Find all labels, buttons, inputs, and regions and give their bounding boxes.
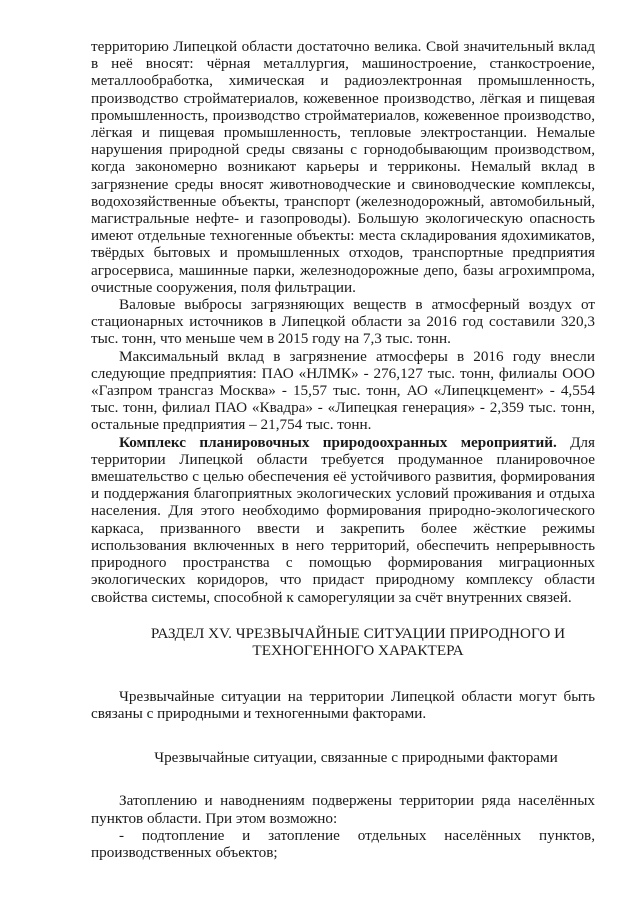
section-heading <box>91 625 595 660</box>
paragraph-flooding: Затоплению и наводнениям подвержены территории ряда населённых пунктов области. При этом возможно: <box>91 792 595 827</box>
list-item: - подтопление и затопление отдельных населённых пунктов, производственных объектов; <box>91 826 595 861</box>
document-page <box>91 38 595 861</box>
paragraph-enterprises: Максимальный вклад в загрязнение атмосферы в 2016 году внесли следующие предприятия: ПАО «НЛМК» - 276,127 тыс. тонн, филиалы ООО «Газпром трансгаз Москва» - 15,57 тыс. тонн, АО «Липецкцемент» - 4,554 тыс. тонн, филиал ПАО «Квадра» - «Липецкая генерация» - 2,359 тыс. тонн, остальные предприятия – 21,754 тыс. тонн. <box>91 347 595 434</box>
paragraph-intro: Чрезвычайные ситуации на территории Липецкой области могут быть связаны с природными и техногенными факторами. <box>91 687 595 722</box>
paragraph-industry: территорию Липецкой области достаточно велика. Свой значительный вклад в неё вносят: чёрная металлургия, машиностроение, станкостроение, металлообработка, химическая и радиоэлектронная промышленность, производство стройматериалов, кожевенное производство, лёгкая и пищевая промышленность, производство стройматериалов, кожевенное производство, лёгкая и пищевая промышленность, тепловые электростанции. Немалые нарушения природной среды связаны с горнодобывающим производством, когда закономерно возникают карьеры и терриконы. Немалый вклад в загрязнение среды вносят животноводческие и свиноводческие комплексы, водохозяйственные объекты, транспорт (железнодорожный, автомобильный, магистральные нефте- и газопроводы). Большую экологическую опасность имеют отдельные техногенные объекты: места складирования ядохимикатов, твёрдых бытовых и промышленных отходов, транспортные предприятия агросервиса, машинные парки, железнодорожные депо, базы агрохимпрома, очистные сооружения, поля фильтрации. <box>91 38 595 296</box>
paragraph-planning <box>91 434 595 606</box>
section-heading-line-2: ТЕХНОГЕННОГО ХАРАКТЕРА <box>252 642 464 660</box>
section-heading-line-1: РАЗДЕЛ XV. ЧРЕЗВЫЧАЙНЫЕ СИТУАЦИИ ПРИРОДНОГО И <box>150 624 566 642</box>
subsection-heading: Чрезвычайные ситуации, связанные с природными факторами <box>154 749 558 767</box>
paragraph-emissions: Валовые выбросы загрязняющих веществ в атмосферный воздух от стационарных источников в Липецкой области за 2016 год составили 320,3 тыс. тонн, что меньше чем в 2015 году на 7,3 тыс. тонн. <box>91 296 595 348</box>
paragraph-planning-body: Для территории Липецкой области требуется продуманное планировочное вмешательство с целью обеспечения её устойчивого развития, формирования и поддержания благоприятных экологических условий проживания и отдыха населения. Для этого необходимо формирования природно-экологического каркаса, призванного ввести и закрепить более жёсткие режимы использования включенных в него территорий, обеспечить непрерывность природного пространства с помощью формирования миграционных экологических коридоров, что придаст природному комплексу области свойства системы, способной к саморегуляции за счёт внутренних связей. <box>91 433 595 606</box>
paragraph-planning-title: Комплекс планировочных природоохранных мероприятий. <box>119 433 557 451</box>
